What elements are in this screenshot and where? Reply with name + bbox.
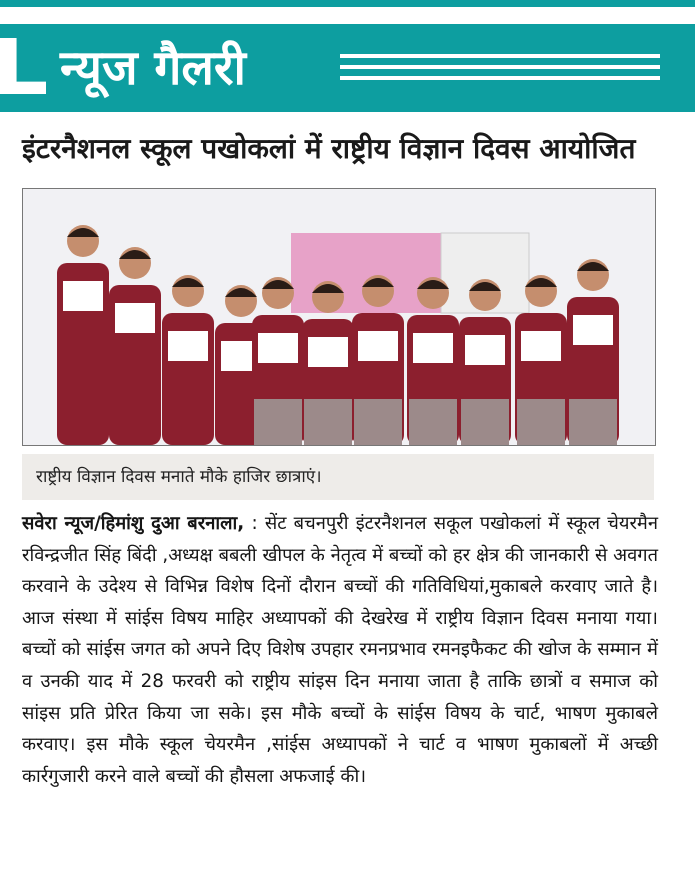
section-banner (0, 24, 695, 112)
top-accent-rule (0, 0, 695, 7)
banner-notch-mark (0, 38, 46, 94)
banner-decorative-lines (340, 54, 660, 82)
section-title: न्यूज गैलरी (60, 40, 246, 96)
article-text: : सेंट बचनपुरी इंटरनैशनल सकूल पखोकलां में स्कूल चेयरमैन रविन्द्रजीत सिंह बिंदी ,अध्यक्ष बबली खीपल के नेतृत्व में बच्चों को हर क्षेत्र की जानकारी से अवगत करवाने के उदेश्य से विभिन्न विशेष दिनों दौरान बच्चों की गतिविधियां,मुकाबले करवाए जाते है। आज संस्था में सांईस विषय माहिर अध्यापकों की देखरेख में राष्ट्रीय विज्ञान दिवस मनाया गया। बच्चों को सांईस जगत को अपने दिए विशेष उपहार रमनप्रभाव रमनइफैकट की खोज के सम्मान में व उनकी याद में 28 फरवरी को राष्ट्रीय सांइस दिन मनाया जाता है ताकि छात्रों व समाज को सांइस प्रति प्रेरित किया जा सके। इस मौके बच्चों के सांईस विषय के चार्ट, भाषण मुकाबले करवाए। इस मौके स्कूल चेयरमैन ,सांईस अध्यापकों ने चार्ट व भाषण मुकाबलों में अच्छी कार्रगुजारी करने वाले बच्चों की हौसला अफजाई की। (22, 513, 659, 787)
article-body (22, 508, 658, 792)
article-headline: इंटरनैशनल स्कूल पखोकलां में राष्ट्रीय विज्ञान दिवस आयोजित (22, 132, 636, 165)
group-photo-students-icon (23, 189, 655, 445)
article-dateline: सवेरा न्यूज/हिमांशु दुआ बरनाला, (22, 513, 245, 534)
photo-caption: राष्ट्रीय विज्ञान दिवस मनाते मौके हाजिर छात्राएं। (22, 454, 654, 500)
news-photo (22, 188, 656, 446)
